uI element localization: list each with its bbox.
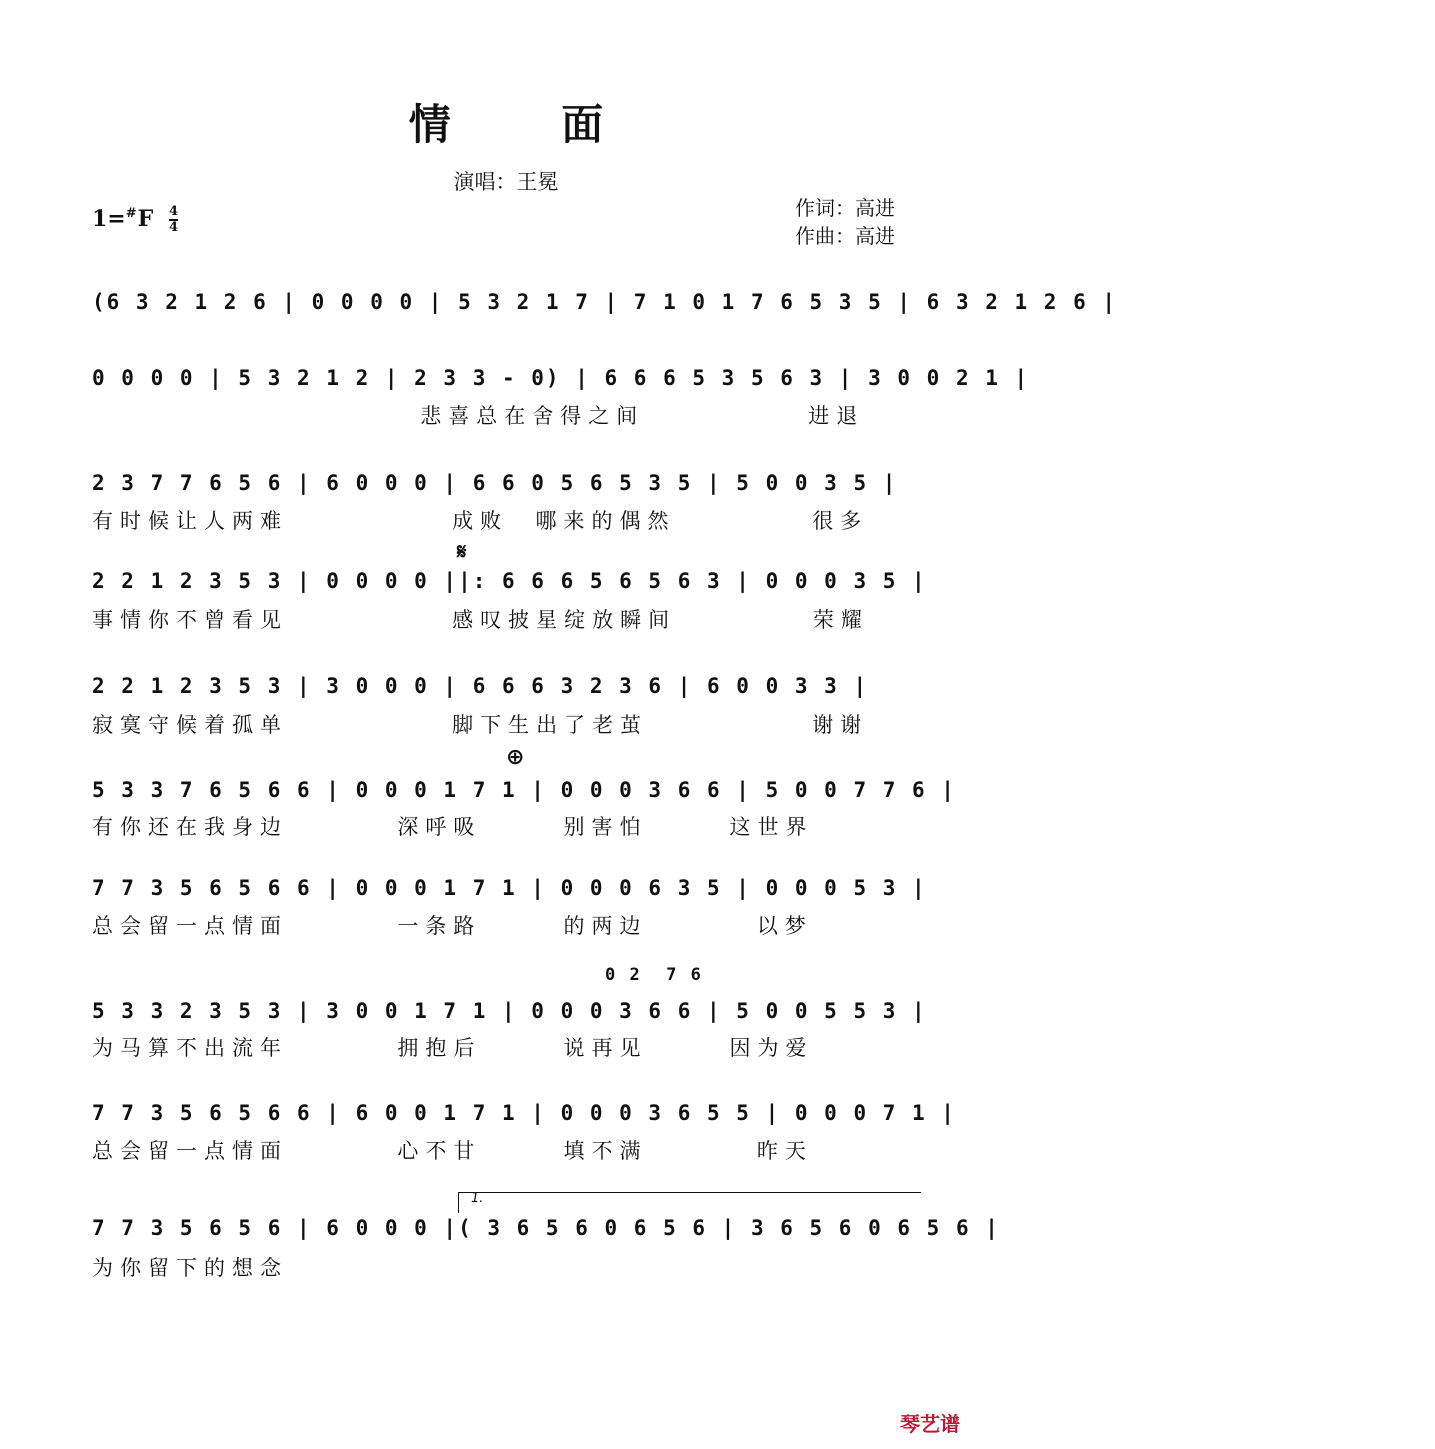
lyric-row-2: 悲喜总在舍得之间 进退 [92,404,865,428]
key-label: 1= [92,206,126,232]
notation-row-1: (6 3 2 1 2 6 | 0 0 0 0 | 5 3 2 1 7 | 7 1 0 1 7 6 5 3 5 | 6 3 2 1 2 6 | [92,290,1118,314]
lyric-row-3: 有时候让人两难 成败 哪来的偶然 很多 [92,509,869,533]
lyric-row-7: 总会留一点情面 一条路 的两边 以梦 [92,914,813,938]
lyric-row-8: 为马算不出流年 拥抱后 说再见 因为爱 [92,1036,814,1060]
notation-row-2: 0 0 0 0 | 5 3 2 1 2 | 2 3 3 - 0) | 6 6 6 5 3 5 6 3 | 3 0 0 2 1 | [92,366,1030,390]
alternate-notes: 0 2 7 6 [605,965,703,985]
time-numerator: 4 [168,204,178,219]
lyric-row-5: 寂寞守候着孤单 脚下生出了老茧 谢谢 [92,713,869,737]
lyric-row-4: 事情你不曾看见 感叹披星绽放瞬间 荣耀 [92,608,869,632]
key-signature [92,206,178,234]
composer-credit: 作曲：高进 [795,224,895,248]
watermark-logo: 琴艺谱 [900,1412,960,1436]
notation-row-8: 5 3 3 2 3 5 3 | 3 0 0 1 7 1 | 0 0 0 3 6 6 | 5 0 0 5 5 3 | [92,999,927,1023]
key-note: F [137,206,154,232]
page-title: 情 面 [408,100,652,149]
notation-row-5: 2 2 1 2 3 5 3 | 3 0 0 0 | 6 6 6 3 2 3 6 | 6 0 0 3 3 | [92,674,869,698]
coda-mark: ⊕ [506,745,525,770]
lyricist-credit: 作词：高进 [795,196,895,220]
notation-row-7: 7 7 3 5 6 5 6 6 | 0 0 0 1 7 1 | 0 0 0 6 3 5 | 0 0 0 5 3 | [92,876,927,900]
singer-credit: 演唱：王冕 [453,170,559,194]
notation-row-9: 7 7 3 5 6 5 6 6 | 6 0 0 1 7 1 | 0 0 0 3 6 5 5 | 0 0 0 7 1 | [92,1101,956,1125]
time-denominator: 4 [168,220,178,235]
notation-row-4: 2 2 1 2 3 5 3 | 0 0 0 0 ||: 6 6 6 5 6 5 6 3 | 0 0 0 3 5 | [92,569,927,593]
first-ending-bracket [458,1192,921,1213]
credits [795,194,895,250]
segno-mark: 𝄋 [457,540,467,565]
lyric-row-6: 有你还在我身边 深呼吸 别害怕 这世界 [92,815,814,839]
notation-row-6: 5 3 3 7 6 5 6 6 | 0 0 0 1 7 1 | 0 0 0 3 6 6 | 5 0 0 7 7 6 | [92,778,956,802]
lyric-row-9: 总会留一点情面 心不甘 填不满 昨天 [92,1139,813,1163]
sharp-sign: # [125,206,137,221]
notation-row-3: 2 3 7 7 6 5 6 | 6 0 0 0 | 6 6 0 5 6 5 3 5 | 5 0 0 3 5 | [92,471,898,495]
notation-row-10: 7 7 3 5 6 5 6 | 6 0 0 0 |( 3 6 5 6 0 6 5 6 | 3 6 5 6 0 6 5 6 | [92,1216,1000,1240]
lyric-row-10: 为你留下的想念 [92,1256,288,1280]
volta-label: 1. [471,1191,484,1206]
time-signature [169,206,178,234]
